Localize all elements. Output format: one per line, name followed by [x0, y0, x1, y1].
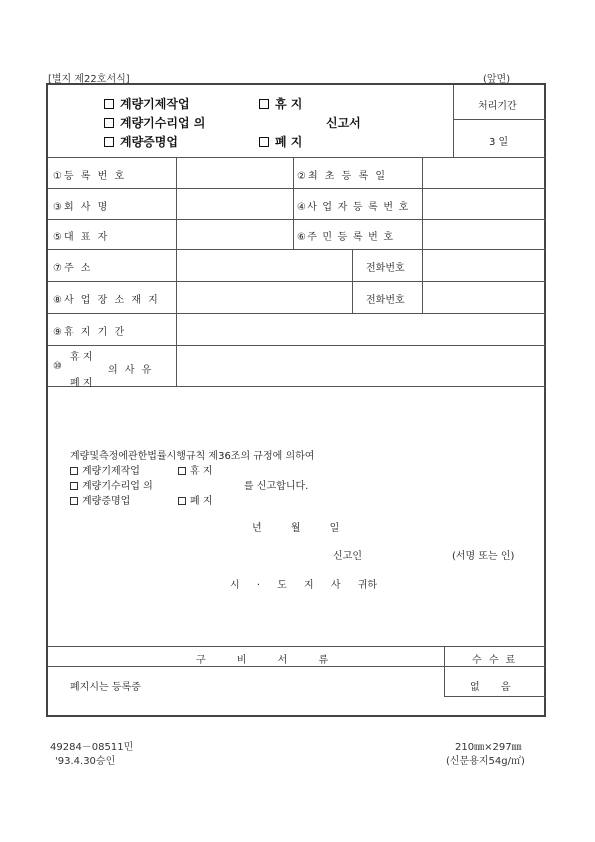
title-option-certification: 계량증명업: [104, 133, 178, 150]
field-representative: ⑤대 표 자: [53, 232, 110, 243]
body-option-manufacturing: 계량기제작업: [70, 462, 140, 477]
title-option-manufacturing: 계량기제작업: [104, 95, 190, 112]
paper-type: (신문용지54g/㎡): [446, 756, 525, 767]
report-statement: 를 신고합니다.: [244, 481, 309, 492]
field-reason-number: ⑩: [53, 361, 62, 372]
checkbox-icon: [104, 137, 114, 147]
approval-date: '93.4.30승인: [55, 756, 116, 767]
checkbox-icon: [259, 137, 269, 147]
title-option-close: 폐 지: [259, 133, 302, 150]
required-documents-header: 구 비 서 류: [196, 655, 343, 666]
field-company-name: ③회 사 명: [53, 202, 110, 213]
field-resident-number: ⑥주 민 등 록 번 호: [297, 232, 395, 243]
checkbox-icon: [70, 497, 78, 505]
form-title-suffix: 신고서: [326, 116, 361, 130]
required-documents-value: 폐지시는 등록증: [70, 682, 141, 693]
body-option-certification: 계량증명업: [70, 492, 130, 507]
title-option-suspend: 휴 지: [259, 95, 302, 112]
checkbox-icon: [70, 467, 78, 475]
body-option-close: 폐 지: [178, 492, 213, 507]
checkbox-icon: [178, 497, 186, 505]
title-option-repair: 계량기수리업 의: [104, 114, 205, 131]
field-reason-close: 폐 지: [70, 378, 93, 389]
field-reason-suspend: 휴 지: [70, 352, 93, 363]
checkbox-icon: [104, 99, 114, 109]
field-business-number: ④사 업 자 등 록 번 호: [297, 202, 410, 213]
report-form: [46, 83, 546, 717]
addressee: 시 · 도 지 사 귀하: [230, 580, 378, 591]
body-option-suspend: 휴 지: [178, 462, 213, 477]
checkbox-icon: [178, 467, 186, 475]
phone-label-address: 전화번호: [366, 263, 405, 274]
phone-label-location: 전화번호: [366, 295, 405, 306]
reporter-label: 신고인: [333, 551, 362, 562]
checkbox-icon: [259, 99, 269, 109]
field-business-location: ⑧사 업 장 소 재 지: [53, 295, 160, 306]
report-date: 년 월 일: [252, 523, 340, 534]
paper-size: 210㎜×297㎜: [455, 742, 522, 753]
form-number: [별지 제22호서식]: [48, 74, 130, 85]
fee-value: 없 음: [470, 682, 511, 693]
processing-period-label: 처리기간: [478, 101, 517, 112]
fee-header: 수 수 료: [472, 655, 518, 666]
legal-basis: 계량및측정에관한법률시행규칙 제36조의 규정에 의하여: [70, 451, 315, 462]
signature-label: (서명 또는 인): [452, 551, 515, 562]
field-reason-label: 의 사 유: [108, 365, 154, 376]
field-suspension-period: ⑨휴 지 기 간: [53, 327, 127, 338]
checkbox-icon: [104, 118, 114, 128]
processing-period-value: 3 일: [489, 137, 509, 148]
page-side-label: (앞면): [483, 74, 511, 85]
body-option-repair: 계량기수리업 의: [70, 477, 153, 492]
field-first-registration-date: ②최 초 등 록 일: [297, 171, 387, 182]
form-code: 49284－08511민: [50, 742, 134, 753]
checkbox-icon: [70, 482, 78, 490]
field-address: ⑦주 소: [53, 263, 93, 274]
field-registration-number: ①등 록 번 호: [53, 171, 127, 182]
